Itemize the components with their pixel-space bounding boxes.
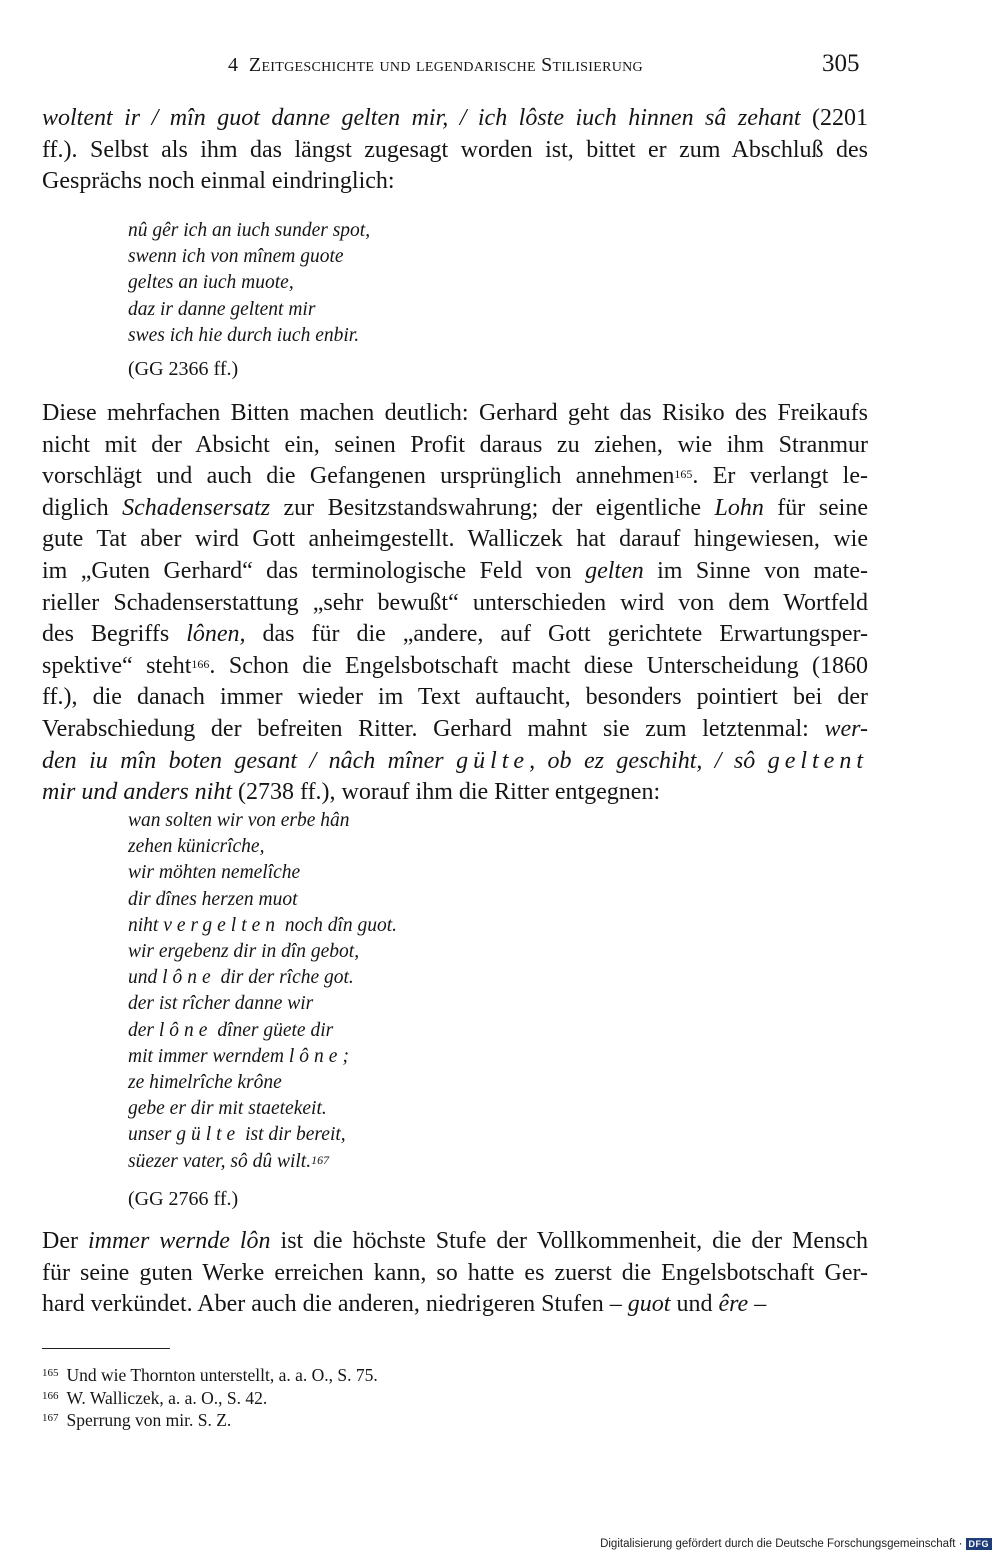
spaced-term: geltent bbox=[767, 747, 868, 774]
text-span: und bbox=[128, 967, 163, 989]
dfg-logo-icon: DFG bbox=[966, 1538, 993, 1550]
paragraph-3 bbox=[42, 1226, 868, 1321]
spaced-term: gülte bbox=[176, 1124, 241, 1146]
text-line bbox=[42, 619, 868, 651]
text-line: gute Tat aber wird Gott anheimgestellt. Walliczek hat darauf hingewiesen, wie bbox=[42, 526, 868, 553]
verse-line: ze himelrîche krône bbox=[128, 1072, 282, 1094]
text-line: Gesprächs noch einmal eindringlich: bbox=[42, 168, 395, 195]
text-span: ist die höchste Stufe der Vollkommenheit, die der Mensch bbox=[270, 1228, 868, 1254]
text-span: im „Guten Gerhard“ das terminologische Feld von bbox=[42, 557, 586, 584]
text-span: noch dîn guot. bbox=[280, 914, 398, 936]
text-span: der bbox=[128, 1019, 159, 1041]
footnote bbox=[42, 1364, 378, 1387]
verse-line: zehen künicrîche, bbox=[128, 836, 265, 858]
spaced-term: vergelten bbox=[163, 914, 281, 936]
text-line bbox=[42, 556, 868, 588]
chapter-title: Zeitgeschichte und legendarische Stilisierung bbox=[248, 54, 643, 76]
footnote-ref: 165 bbox=[674, 467, 693, 482]
footnote-number: 166 bbox=[42, 1389, 59, 1402]
text-span: für seine bbox=[763, 494, 868, 521]
text-span: zur Besitzstandswahrung; der eigentliche bbox=[270, 494, 715, 521]
text-span: niht bbox=[128, 914, 164, 936]
text-line bbox=[42, 714, 868, 746]
footnote-text: W. Walliczek, a. a. O., S. 42. bbox=[66, 1387, 268, 1408]
text-span: . Er verlangt le- bbox=[692, 463, 868, 490]
text-span: dîner güete dir bbox=[212, 1019, 334, 1041]
text-span: (2738 ff.), worauf ihm die Ritter entgegnen: bbox=[232, 779, 661, 806]
verse-line bbox=[128, 1044, 397, 1070]
text-span: unser bbox=[128, 1124, 177, 1146]
italic-term: êre bbox=[718, 1291, 749, 1318]
text-span: süezer vater, sô dû wilt. bbox=[128, 1150, 312, 1172]
text-span: das für die „andere, auf Gott gerichtete Erwartungsper- bbox=[245, 621, 869, 648]
text-span: – bbox=[748, 1291, 767, 1318]
text-line bbox=[42, 461, 868, 493]
footnote-number: 165 bbox=[42, 1367, 59, 1379]
verse-line: gebe er dir mit staetekeit. bbox=[128, 1098, 327, 1120]
text-span: ; bbox=[342, 1045, 349, 1067]
footnote-text: Sperrung von mir. S. Z. bbox=[66, 1410, 232, 1430]
text-span: des Begriffs bbox=[42, 621, 187, 648]
italic-term: guot bbox=[627, 1291, 671, 1318]
verse-line: swenn ich von mînem guote bbox=[128, 246, 344, 268]
text-line bbox=[42, 1289, 868, 1321]
text-span: mit immer werndem bbox=[128, 1045, 289, 1067]
text-line: Diese mehrfachen Bitten machen deutlich: Gerhard geht das Risiko des Freikaufs bbox=[42, 400, 868, 426]
footnote-number: 167 bbox=[42, 1412, 59, 1424]
text-line bbox=[42, 746, 868, 778]
verse-citation: (GG 2366 ff.) bbox=[128, 358, 239, 380]
footnotes bbox=[42, 1364, 378, 1432]
verse-line: dir dînes herzen muot bbox=[128, 888, 298, 910]
text-line bbox=[42, 493, 868, 525]
spaced-term: lône bbox=[288, 1045, 343, 1067]
text-line: für seine guten Werke erreichen kann, so hatte es zuerst die Engelsbotschaft Ger- bbox=[42, 1259, 868, 1286]
verse-line: swes ich hie durch iuch enbir. bbox=[128, 324, 360, 346]
text-line bbox=[42, 1226, 868, 1258]
verse-line: nû gêr ich an iuch sunder spot, bbox=[128, 220, 371, 241]
text-span: . Schon die Engelsbotschaft macht diese Unterscheidung (1860 bbox=[209, 652, 868, 679]
verse-line bbox=[128, 1149, 397, 1175]
paragraph-2 bbox=[42, 398, 868, 809]
paragraph-1 bbox=[42, 103, 868, 198]
verse-block-2 bbox=[128, 808, 397, 1175]
verse-line: geltes an iuch muote, bbox=[128, 272, 294, 294]
verse-line: wan solten wir von erbe hân bbox=[128, 810, 350, 831]
footnote-ref: 167 bbox=[311, 1152, 330, 1167]
verse-block-1 bbox=[128, 218, 370, 349]
page-number: 305 bbox=[822, 50, 860, 77]
verse-line: wir ergebenz dir in dîn gebot, bbox=[128, 941, 360, 963]
italic-term: gelten bbox=[585, 557, 644, 584]
text-span: Verabschiedung der befreiten Ritter. Gerhard mahnt sie zum letztenmal: bbox=[42, 715, 825, 742]
italic-term: immer wernde lôn bbox=[87, 1228, 271, 1254]
text-span: ist dir bereit, bbox=[240, 1124, 346, 1146]
text-line bbox=[42, 777, 868, 809]
chapter-number: 4 bbox=[228, 54, 239, 76]
spaced-term: lône bbox=[162, 967, 216, 989]
text-span: spektive“ steht bbox=[42, 652, 192, 679]
italic-term: Schadensersatz bbox=[122, 494, 271, 521]
text-span: hard verkündet. Aber auch die anderen, niedrigeren Stufen – bbox=[42, 1291, 628, 1318]
text-span: Der bbox=[42, 1228, 88, 1254]
verse-line: daz ir danne geltent mir bbox=[128, 298, 316, 320]
text-span: diglich bbox=[42, 494, 123, 521]
text-line: ff.). Selbst als ihm das längst zugesagt worden ist, bittet er zum Abschluß des bbox=[42, 136, 868, 163]
verse-line bbox=[128, 965, 397, 991]
italic-term: den iu mîn boten gesant / nâch mîner bbox=[42, 747, 457, 774]
verse-line: wir möhten nemelîche bbox=[128, 862, 301, 884]
running-head bbox=[228, 54, 728, 77]
footnote bbox=[42, 1409, 378, 1432]
text-span: dir der rîche got. bbox=[215, 967, 354, 989]
italic-term: mir und anders niht bbox=[42, 779, 233, 806]
spaced-term: gülte bbox=[456, 747, 530, 774]
footnote-divider bbox=[42, 1348, 170, 1349]
text-span: (2201 bbox=[812, 105, 869, 131]
spaced-term: lône bbox=[158, 1019, 213, 1041]
text-span: und bbox=[670, 1291, 719, 1318]
verse-line bbox=[128, 913, 397, 939]
text-line: ff.), die danach immer wieder im Text auftaucht, besonders pointiert bei der bbox=[42, 684, 868, 711]
italic-term: , ob ez geschiht, / sô bbox=[529, 747, 768, 774]
footnote-ref: 166 bbox=[191, 656, 210, 671]
italic-term: lônen, bbox=[186, 621, 246, 648]
digitization-text: Digitalisierung gefördert durch die Deutsche Forschungsgemeinschaft · bbox=[600, 1538, 963, 1550]
text-line bbox=[42, 651, 868, 683]
text-span: im Sinne von mate- bbox=[643, 557, 868, 584]
quote-italic: woltent ir / mîn guot danne gelten mir, / ich lôste iuch hinnen sâ zehant bbox=[42, 105, 801, 131]
verse-citation: (GG 2766 ff.) bbox=[128, 1188, 239, 1210]
text-line: rieller Schadenserstattung „sehr bewußt“ unterschieden wird von dem Wortfeld bbox=[42, 589, 868, 616]
text-line bbox=[42, 103, 868, 135]
text-span: vorschlägt und auch die Gefangenen ursprünglich annehmen bbox=[42, 463, 675, 490]
verse-line: der ist rîcher danne wir bbox=[128, 993, 314, 1015]
digitization-notice bbox=[600, 1538, 992, 1550]
verse-line bbox=[128, 1122, 397, 1148]
verse-line bbox=[128, 1018, 397, 1044]
footnote bbox=[42, 1387, 378, 1410]
text-line: nicht mit der Absicht ein, seinen Profit daraus zu ziehen, wie ihm Stranmur bbox=[42, 431, 868, 458]
footnote-text: Und wie Thornton unterstellt, a. a. O., S. 75. bbox=[66, 1365, 378, 1385]
italic-term: wer- bbox=[824, 715, 868, 742]
italic-term: Lohn bbox=[714, 494, 764, 521]
